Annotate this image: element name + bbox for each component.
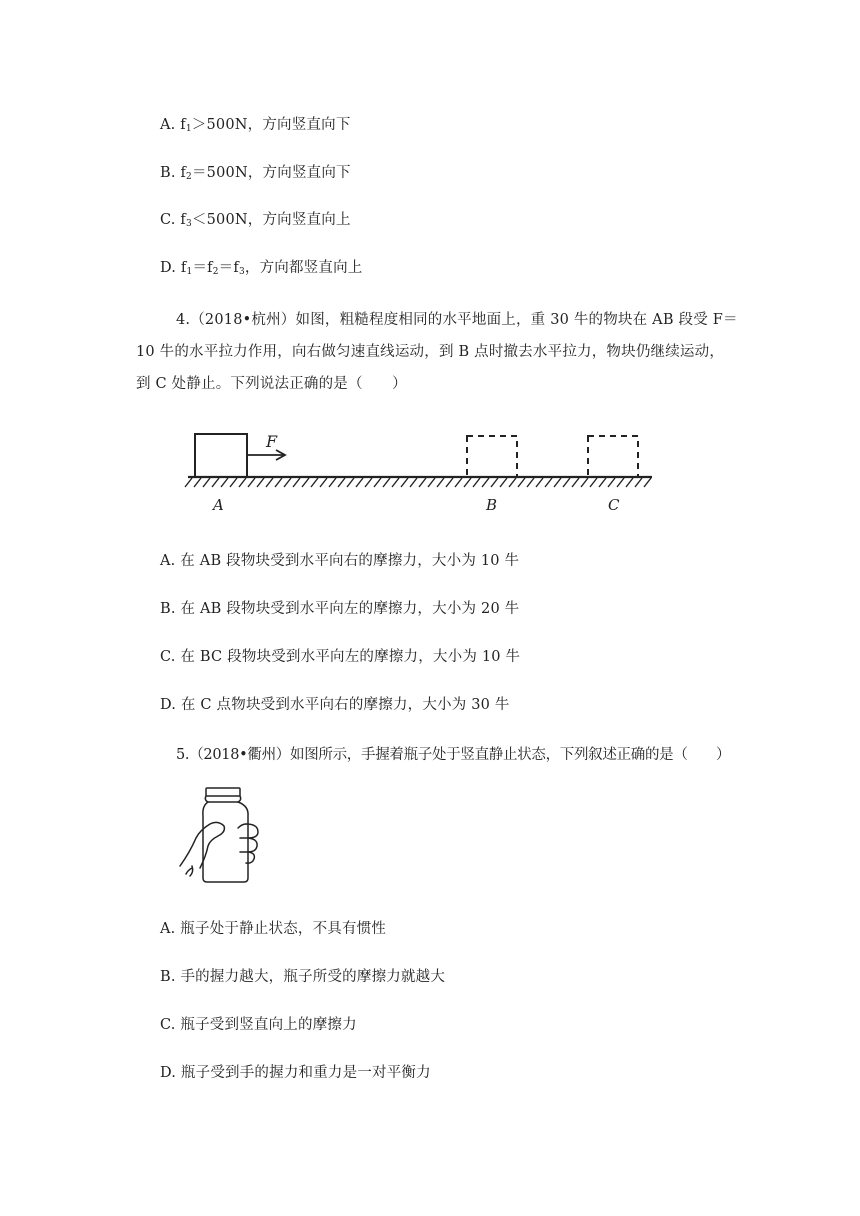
hatch-mark [572, 478, 579, 487]
option-text: C. f [160, 212, 186, 228]
option-text: D. f [160, 260, 187, 276]
subscript: 3 [238, 267, 245, 277]
hatch-mark [401, 478, 408, 487]
ground-hatching [185, 478, 651, 487]
q4-option-d: D. 在 C 点物块受到水平向右的摩擦力，大小为 30 牛 [160, 697, 510, 713]
hatch-mark [455, 478, 462, 487]
q3-option-b [160, 161, 351, 182]
hatch-mark [608, 478, 615, 487]
hatch-mark [446, 478, 453, 487]
point-c-label: C [608, 496, 620, 514]
hatch-mark [257, 478, 264, 487]
option-text: ＝500N，方向竖直向下 [191, 165, 351, 181]
subscript: 2 [212, 267, 219, 277]
bottle-cap [206, 788, 240, 796]
subscript: 2 [186, 172, 192, 182]
q3-option-d [160, 256, 362, 277]
hatch-mark [491, 478, 498, 487]
subscript: 1 [186, 267, 193, 277]
q4-stem-line-1: 4.（2018•杭州）如图，粗糙程度相同的水平地面上，重 30 牛的物块在 AB 段受 F＝ [176, 312, 738, 328]
hatch-mark [545, 478, 552, 487]
hatch-mark [617, 478, 624, 487]
hatch-mark [383, 478, 390, 487]
hatch-mark [554, 478, 561, 487]
hatch-mark [563, 478, 570, 487]
option-text: B. f [160, 165, 187, 181]
q4-stem-line-2: 10 牛的水平拉力作用，向右做匀速直线运动，到 B 点时撤去水平拉力，物块仍继续运动， [136, 344, 725, 360]
option-text: ＝f [192, 260, 213, 276]
q3-option-a [160, 113, 351, 134]
hatch-mark [590, 478, 597, 487]
hatch-mark [464, 478, 471, 487]
option-text: A. f [160, 117, 186, 133]
q5-option-c: C. 瓶子受到竖直向上的摩擦力 [160, 1017, 357, 1033]
block-c-dashed [588, 436, 638, 477]
q4-option-c: C. 在 BC 段物块受到水平向左的摩擦力，大小为 10 牛 [160, 649, 521, 665]
hatch-mark [275, 478, 282, 487]
q5-option-d: D. 瓶子受到手的握力和重力是一对平衡力 [160, 1065, 431, 1081]
hatch-mark [482, 478, 489, 487]
point-b-label: B [486, 496, 498, 514]
hatch-mark [221, 478, 228, 487]
bottle-neck [205, 796, 240, 802]
hatch-mark [626, 478, 633, 487]
hatch-mark [185, 478, 192, 487]
hatch-mark [365, 478, 372, 487]
q4-option-b: B. 在 AB 段物块受到水平向左的摩擦力，大小为 20 牛 [160, 601, 520, 617]
option-text: ＝f [218, 260, 239, 276]
q5-hand-bottle-figure [178, 786, 262, 886]
hatch-mark [644, 478, 651, 487]
hatch-mark [500, 478, 507, 487]
subscript: 3 [185, 219, 192, 229]
q4-option-a: A. 在 AB 段物块受到水平向右的摩擦力，大小为 10 牛 [160, 553, 520, 569]
hatch-mark [230, 478, 237, 487]
hatch-mark [374, 478, 381, 487]
hatch-mark [527, 478, 534, 487]
option-text: ，方向都竖直向上 [244, 260, 363, 276]
hatch-mark [203, 478, 210, 487]
q4-friction-diagram [180, 425, 660, 520]
point-a-label: A [213, 496, 224, 514]
hatch-mark [212, 478, 219, 487]
hatch-mark [509, 478, 516, 487]
hatch-mark [428, 478, 435, 487]
q5-stem: 5.（2018•衢州）如图所示，手握着瓶子处于竖直静止状态，下列叙述正确的是（ ） [176, 747, 731, 763]
q5-option-a: A. 瓶子处于静止状态，不具有惯性 [160, 921, 387, 937]
hatch-mark [248, 478, 255, 487]
hatch-mark [347, 478, 354, 487]
hatch-mark [410, 478, 417, 487]
hatch-mark [392, 478, 399, 487]
hatch-mark [473, 478, 480, 487]
q4-stem-line-3: 到 C 处静止。下列说法正确的是（ ） [136, 376, 407, 392]
hatch-mark [293, 478, 300, 487]
hatch-mark [329, 478, 336, 487]
hatch-mark [356, 478, 363, 487]
hatch-mark [239, 478, 246, 487]
hatch-mark [338, 478, 345, 487]
force-label: F [266, 432, 278, 451]
hatch-mark [311, 478, 318, 487]
subscript: 1 [185, 124, 192, 134]
hatch-mark [599, 478, 606, 487]
hand-thumb [180, 822, 224, 868]
hatch-mark [536, 478, 543, 487]
hatch-mark [266, 478, 273, 487]
hatch-mark [284, 478, 291, 487]
hatch-mark [581, 478, 588, 487]
option-text: ＜500N，方向竖直向上 [191, 212, 351, 228]
hatch-mark [437, 478, 444, 487]
q5-option-b: B. 手的握力越大，瓶子所受的摩擦力就越大 [160, 969, 446, 985]
block-b-dashed [467, 436, 517, 477]
hatch-mark [320, 478, 327, 487]
q3-option-c [160, 208, 351, 229]
block-a [195, 434, 247, 477]
hatch-mark [302, 478, 309, 487]
hatch-mark [635, 478, 642, 487]
hatch-mark [518, 478, 525, 487]
hatch-mark [194, 478, 201, 487]
hatch-mark [419, 478, 426, 487]
option-text: ＞500N，方向竖直向下 [191, 117, 351, 133]
